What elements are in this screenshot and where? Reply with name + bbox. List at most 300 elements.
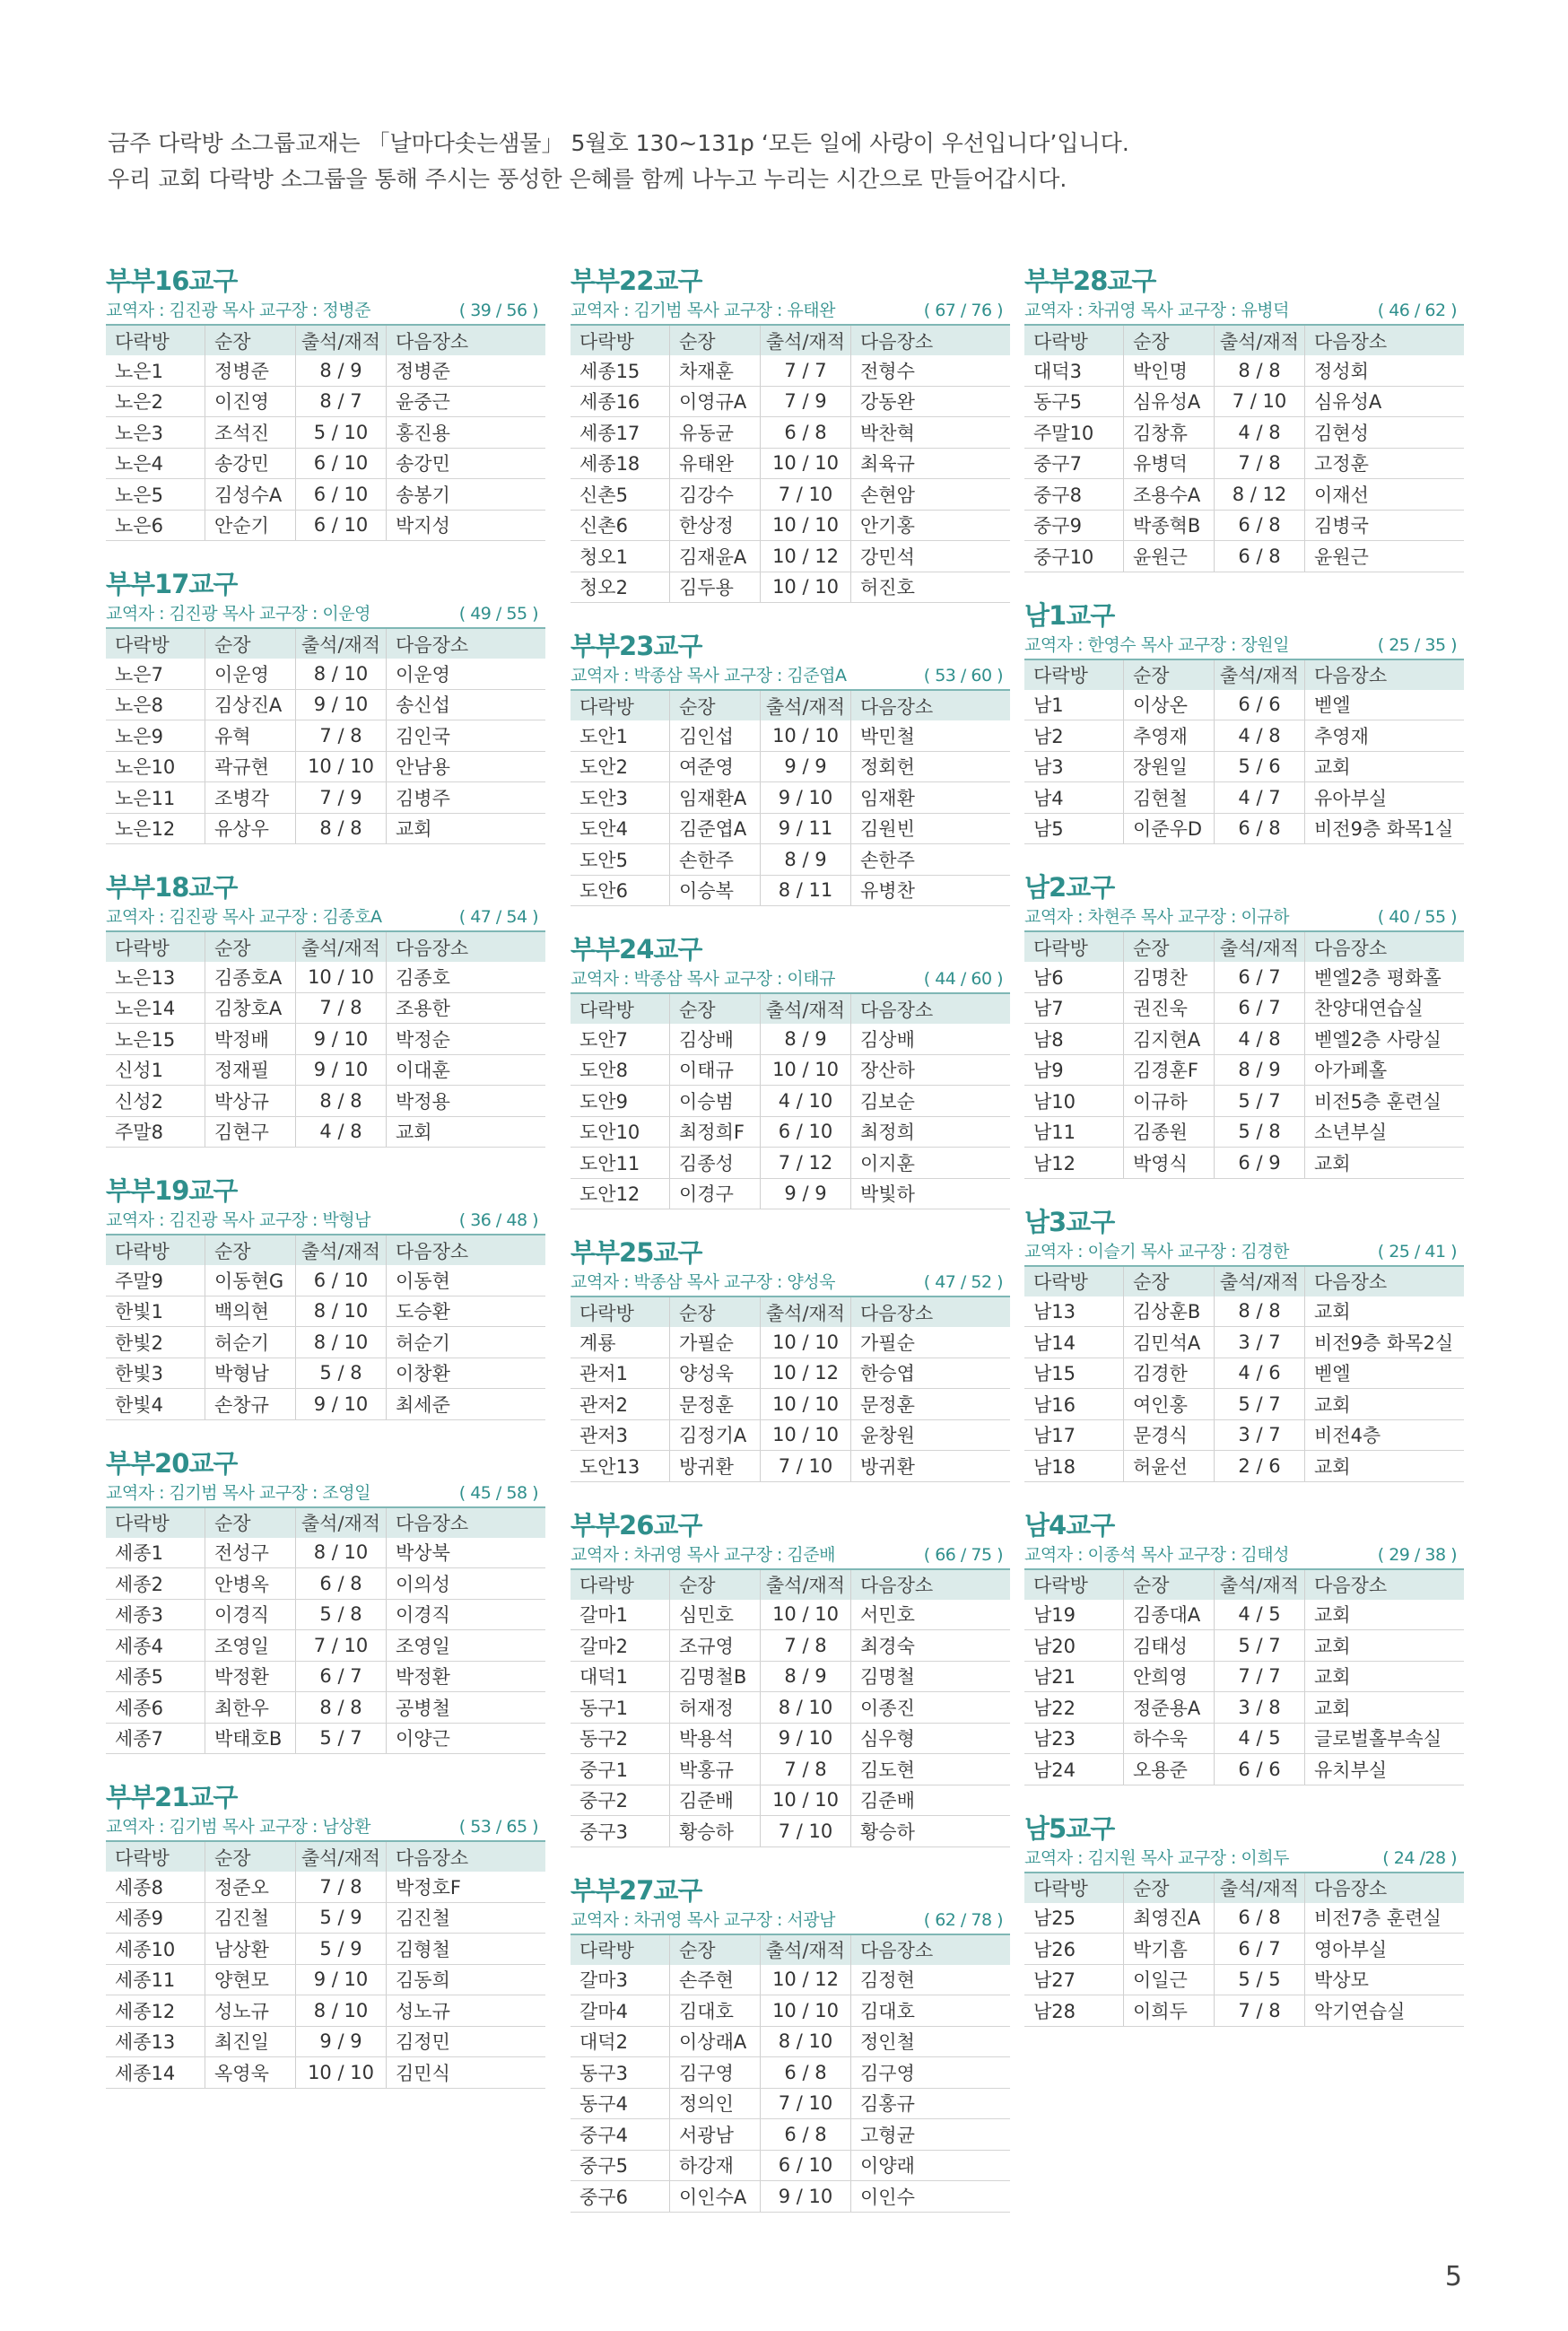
district-group: [571, 933, 1010, 1209]
district-info: [106, 1480, 545, 1506]
cell-darakbang: 남21: [1024, 1661, 1124, 1692]
cell-next-place: 김병국: [1305, 510, 1465, 541]
table-header-row: [571, 1934, 1010, 1965]
table-row: [106, 386, 545, 417]
table-row: [1024, 1054, 1464, 1086]
cell-attendance: 10 / 10: [761, 1995, 851, 2027]
cell-darakbang: 남24: [1024, 1754, 1124, 1785]
district-info: [571, 1541, 1010, 1568]
table-row: [106, 962, 545, 992]
cell-attendance: 8 / 8: [1215, 355, 1305, 386]
cell-attendance: 8 / 11: [761, 875, 851, 906]
cell-darakbang: 세종5: [106, 1661, 205, 1692]
cell-leader: 여준영: [670, 751, 761, 782]
cell-next-place: 교회: [1305, 1389, 1465, 1420]
cell-darakbang: 세종3: [106, 1599, 205, 1630]
cell-next-place: 강민석: [851, 541, 1011, 572]
table-row: [571, 355, 1010, 386]
cell-leader: 심유성A: [1124, 386, 1215, 417]
district-info: [1024, 632, 1464, 659]
cell-next-place: 전형수: [851, 355, 1011, 386]
cell-leader: 양성욱: [670, 1358, 761, 1389]
cell-darakbang: 노은2: [106, 386, 205, 417]
cell-leader: 안병옥: [205, 1568, 296, 1600]
cell-darakbang: 중구10: [1024, 541, 1124, 572]
cell-attendance: 8 / 8: [296, 813, 387, 844]
table-row: [571, 813, 1010, 844]
table-row: [1024, 1661, 1464, 1692]
table-row: [1024, 1754, 1464, 1785]
cell-darakbang: 남17: [1024, 1419, 1124, 1451]
district-table: [106, 930, 545, 1148]
column-header: 출석/재적: [761, 993, 851, 1024]
cell-attendance: 10 / 10: [761, 1785, 851, 1816]
table-header-row: [571, 1296, 1010, 1327]
district-table: [571, 992, 1010, 1209]
cell-next-place: 이창환: [387, 1358, 546, 1389]
cell-next-place: 임재환: [851, 782, 1011, 814]
cell-attendance: 4 / 5: [1215, 1723, 1305, 1754]
cell-darakbang: 중구4: [571, 2119, 670, 2151]
cell-leader: 김상배: [670, 1024, 761, 1054]
cell-darakbang: 세종1: [106, 1538, 205, 1568]
cell-attendance: 5 / 6: [1215, 751, 1305, 782]
table-row: [106, 2026, 545, 2057]
column-header: 다락방: [106, 931, 205, 962]
table-row: [571, 751, 1010, 782]
cell-next-place: 교회: [1305, 1148, 1465, 1179]
column-header: 다음장소: [860, 695, 934, 718]
table-row: [1024, 1358, 1464, 1389]
table-row: [106, 1599, 545, 1630]
cell-attendance: 5 / 9: [296, 1934, 387, 1965]
district-group: [106, 871, 545, 1148]
cell-darakbang: 신촌6: [571, 510, 670, 541]
table-row: [1024, 1903, 1464, 1934]
column-header: 출석/재적: [1215, 931, 1305, 962]
table-row: [571, 1816, 1010, 1847]
table-row: [571, 2026, 1010, 2057]
cell-leader: 최진일: [205, 2026, 296, 2057]
cell-leader: 이승복: [670, 875, 761, 906]
table-row: [106, 1995, 545, 2027]
table-row: [106, 720, 545, 752]
column-header: 다락방: [1024, 1873, 1124, 1903]
table-row: [571, 844, 1010, 876]
table-row: [106, 1692, 545, 1724]
district-leaders: 교역자 : 박종삼 목사 교구장 : 김준엽A: [571, 666, 847, 685]
cell-darakbang: 도안2: [571, 751, 670, 782]
column-header: 순장: [670, 1934, 761, 1965]
cell-leader: 김인섭: [670, 720, 761, 751]
cell-attendance: 7 / 8: [1215, 448, 1305, 479]
cell-leader: 박상규: [205, 1086, 296, 1117]
cell-leader: 하수욱: [1124, 1723, 1215, 1754]
cell-darakbang: 주말8: [106, 1116, 205, 1148]
cell-darakbang: 신성1: [106, 1054, 205, 1086]
cell-leader: 추영재: [1124, 720, 1215, 752]
cell-attendance: 6 / 8: [1215, 541, 1305, 572]
cell-next-place: 비전4층: [1305, 1419, 1465, 1451]
cell-darakbang: 노은12: [106, 813, 205, 844]
cell-next-place: 교회: [1305, 1451, 1465, 1482]
district-group: [1024, 1509, 1464, 1785]
cell-next-place: 김명철: [851, 1661, 1011, 1692]
cell-leader: 김정기A: [670, 1419, 761, 1451]
district-count: ( 24 /28 ): [1382, 1847, 1457, 1868]
district-count: ( 46 / 62 ): [1377, 301, 1457, 320]
table-row: [106, 417, 545, 449]
table-row: [571, 1630, 1010, 1662]
cell-attendance: 7 / 12: [761, 1148, 851, 1179]
cell-attendance: 3 / 8: [1215, 1692, 1305, 1724]
cell-leader: 박형남: [205, 1358, 296, 1389]
district-leaders: 교역자 : 김진광 목사 교구장 : 박형남: [106, 1210, 370, 1230]
cell-attendance: 10 / 12: [761, 1965, 851, 1995]
cell-next-place: 김준배: [851, 1785, 1011, 1816]
cell-leader: 이인수A: [670, 2181, 761, 2213]
column-header: 순장: [205, 931, 296, 962]
cell-leader: 한상정: [670, 510, 761, 541]
column-header: 다음장소: [396, 1846, 469, 1869]
cell-next-place: 서민호: [851, 1600, 1011, 1630]
table-row: [106, 355, 545, 386]
cell-darakbang: 노은10: [106, 751, 205, 782]
cell-next-place: 이운영: [387, 659, 546, 689]
cell-darakbang: 노은7: [106, 659, 205, 689]
column-header: 순장: [205, 325, 296, 355]
table-header-row: [571, 690, 1010, 720]
cell-leader: 곽규현: [205, 751, 296, 782]
cell-attendance: 6 / 7: [296, 1661, 387, 1692]
cell-leader: 박태호B: [205, 1723, 296, 1754]
district-table: [571, 1296, 1010, 1482]
district-info: [106, 1813, 545, 1840]
district-count: ( 39 / 56 ): [458, 301, 538, 320]
table-header-row: [106, 1841, 545, 1872]
cell-next-place: 박빛하: [851, 1178, 1011, 1209]
cell-darakbang: 중구3: [571, 1816, 670, 1847]
cell-leader: 임재환A: [670, 782, 761, 814]
cell-leader: 김현철: [1124, 782, 1215, 814]
table-row: [106, 689, 545, 720]
cell-leader: 이승범: [670, 1086, 761, 1117]
district-group: [106, 1447, 545, 1755]
cell-darakbang: 남20: [1024, 1630, 1124, 1662]
cell-next-place: 벧엘: [1305, 690, 1465, 720]
cell-next-place: 이종진: [851, 1692, 1011, 1724]
district-title: 부부22교구: [571, 266, 702, 296]
table-row: [571, 1965, 1010, 1995]
cell-next-place: 윤창원: [851, 1419, 1011, 1451]
cell-attendance: 6 / 10: [296, 510, 387, 541]
district-info: [571, 1269, 1010, 1296]
cell-next-place: 비전9층 화목2실: [1305, 1327, 1465, 1358]
cell-darakbang: 한빛2: [106, 1327, 205, 1358]
table-header-row: [106, 628, 545, 659]
cell-leader: 송강민: [205, 448, 296, 479]
cell-leader: 유혁: [205, 720, 296, 752]
cell-attendance: 10 / 10: [761, 1419, 851, 1451]
cell-darakbang: 노은8: [106, 689, 205, 720]
cell-attendance: 3 / 7: [1215, 1419, 1305, 1451]
column-3: [1024, 265, 1464, 2054]
cell-next-place: 조용한: [387, 992, 546, 1024]
cell-darakbang: 세종18: [571, 448, 670, 479]
district-group: [571, 1509, 1010, 1847]
cell-next-place: 교회: [1305, 1630, 1465, 1662]
district-count: ( 62 / 78 ): [923, 1909, 1003, 1930]
column-2: [571, 265, 1010, 2239]
cell-attendance: 7 / 8: [296, 992, 387, 1024]
cell-attendance: 8 / 12: [1215, 479, 1305, 511]
table-row: [571, 720, 1010, 751]
table-row: [571, 1358, 1010, 1389]
cell-attendance: 7 / 8: [296, 720, 387, 752]
cell-darakbang: 남1: [1024, 690, 1124, 720]
district-group: [571, 1236, 1010, 1482]
table-row: [571, 2150, 1010, 2181]
cell-next-place: 벧엘: [1305, 1358, 1465, 1389]
cell-next-place: 이의성: [387, 1568, 546, 1600]
cell-attendance: 8 / 8: [296, 1086, 387, 1117]
district-leaders: 교역자 : 김기범 목사 교구장 : 유태완: [571, 301, 835, 320]
cell-attendance: 6 / 8: [761, 2057, 851, 2089]
cell-darakbang: 남19: [1024, 1600, 1124, 1630]
cell-leader: 정준용A: [1124, 1692, 1215, 1724]
page-number: 5: [1444, 2261, 1462, 2292]
cell-attendance: 7 / 8: [1215, 1995, 1305, 2027]
cell-attendance: 6 / 6: [1215, 1754, 1305, 1785]
cell-next-place: 윤중근: [387, 386, 546, 417]
table-row: [1024, 1296, 1464, 1327]
district-leaders: 교역자 : 김지원 목사 교구장 : 이희두: [1024, 1847, 1289, 1868]
district-leaders: 교역자 : 박종삼 목사 교구장 : 양성욱: [571, 1272, 835, 1292]
cell-leader: 박인명: [1124, 355, 1215, 386]
table-row: [1024, 1934, 1464, 1965]
cell-darakbang: 도안3: [571, 782, 670, 814]
district-count: ( 25 / 35 ): [1377, 634, 1457, 655]
cell-leader: 안희영: [1124, 1661, 1215, 1692]
district-title: 남3교구: [1024, 1206, 1115, 1237]
district-title: 부부16교구: [106, 266, 238, 296]
cell-attendance: 9 / 10: [761, 2181, 851, 2213]
table-row: [571, 386, 1010, 417]
column-header: 다락방: [571, 993, 670, 1024]
cell-darakbang: 남10: [1024, 1086, 1124, 1117]
cell-leader: 옥영욱: [205, 2057, 296, 2089]
district-leaders: 교역자 : 김기범 목사 교구장 : 남상환: [106, 1817, 370, 1837]
column-header: 다음장소: [1314, 1575, 1388, 1596]
cell-next-place: 이대훈: [387, 1054, 546, 1086]
cell-darakbang: 도안9: [571, 1086, 670, 1117]
cell-attendance: 6 / 8: [761, 417, 851, 449]
cell-darakbang: 동구3: [571, 2057, 670, 2089]
table-row: [571, 875, 1010, 906]
cell-darakbang: 중구1: [571, 1754, 670, 1785]
cell-darakbang: 세종10: [106, 1934, 205, 1965]
table-row: [106, 1902, 545, 1934]
cell-darakbang: 남16: [1024, 1389, 1124, 1420]
cell-next-place: 김대호: [851, 1995, 1011, 2027]
district-count: ( 47 / 54 ): [458, 907, 538, 927]
cell-leader: 박영식: [1124, 1148, 1215, 1179]
cell-darakbang: 남6: [1024, 962, 1124, 992]
table-row: [1024, 1995, 1464, 2027]
cell-darakbang: 남23: [1024, 1723, 1124, 1754]
cell-darakbang: 세종9: [106, 1902, 205, 1934]
cell-leader: 손주현: [670, 1965, 761, 1995]
table-row: [106, 751, 545, 782]
column-header: 순장: [1124, 659, 1215, 690]
table-row: [571, 1327, 1010, 1358]
table-row: [1024, 782, 1464, 814]
cell-darakbang: 세종7: [106, 1723, 205, 1754]
district-info: [106, 1207, 545, 1234]
table-row: [1024, 417, 1464, 449]
table-row: [106, 1116, 545, 1148]
cell-attendance: 5 / 7: [1215, 1086, 1305, 1117]
table-row: [571, 572, 1010, 603]
cell-attendance: 4 / 10: [761, 1086, 851, 1117]
table-header-row: [1024, 931, 1464, 962]
district-leaders: 교역자 : 박종삼 목사 교구장 : 이태규: [571, 969, 835, 989]
cell-darakbang: 갈마3: [571, 1965, 670, 1995]
table-row: [571, 1995, 1010, 2027]
cell-darakbang: 중구5: [571, 2150, 670, 2181]
table-header-row: [571, 325, 1010, 355]
intro-line-2: 우리 교회 다락방 소그룹을 통해 주시는 풍성한 은혜를 함께 나누고 누리는 시간으로 만들어갑시다.: [108, 166, 1067, 192]
column-header: 다락방: [1024, 1569, 1124, 1600]
table-row: [1024, 386, 1464, 417]
table-row: [1024, 1327, 1464, 1358]
cell-darakbang: 갈마4: [571, 1995, 670, 2027]
cell-leader: 오용준: [1124, 1754, 1215, 1785]
table-row: [1024, 448, 1464, 479]
cell-darakbang: 관저2: [571, 1389, 670, 1420]
cell-next-place: 김정민: [387, 2026, 546, 2057]
table-row: [1024, 992, 1464, 1024]
column-header: 다음장소: [1314, 1878, 1388, 1899]
cell-next-place: 송봉기: [387, 479, 546, 511]
district-leaders: 교역자 : 차귀영 목사 교구장 : 유병덕: [1024, 301, 1289, 320]
table-row: [1024, 1116, 1464, 1148]
district-title: 부부17교구: [106, 569, 238, 599]
cell-leader: 조영일: [205, 1630, 296, 1662]
cell-next-place: 김형철: [387, 1934, 546, 1965]
cell-leader: 유상우: [205, 813, 296, 844]
cell-darakbang: 한빛3: [106, 1358, 205, 1389]
cell-attendance: 10 / 12: [761, 541, 851, 572]
district-info: [106, 600, 545, 627]
table-row: [106, 1538, 545, 1568]
cell-attendance: 6 / 7: [1215, 1934, 1305, 1965]
cell-leader: 이경직: [205, 1599, 296, 1630]
column-header: 다음장소: [396, 633, 469, 656]
cell-darakbang: 도안12: [571, 1178, 670, 1209]
cell-darakbang: 신성2: [106, 1086, 205, 1117]
cell-attendance: 10 / 10: [761, 720, 851, 751]
cell-leader: 조규영: [670, 1630, 761, 1662]
cell-next-place: 문정훈: [851, 1389, 1011, 1420]
cell-leader: 허재정: [670, 1692, 761, 1724]
district-group: [1024, 599, 1464, 845]
table-row: [571, 2181, 1010, 2213]
district-count: ( 36 / 48 ): [458, 1210, 538, 1230]
table-row: [1024, 1630, 1464, 1662]
table-row: [1024, 962, 1464, 992]
cell-next-place: 박정용: [387, 1086, 546, 1117]
district-count: ( 67 / 76 ): [923, 301, 1003, 320]
table-row: [1024, 355, 1464, 386]
column-header: 출석/재적: [296, 1841, 387, 1872]
column-header: 출석/재적: [296, 931, 387, 962]
cell-next-place: 손한주: [851, 844, 1011, 876]
column-header: 순장: [670, 690, 761, 720]
column-header: 출석/재적: [1215, 1569, 1305, 1600]
cell-attendance: 5 / 5: [1215, 1964, 1305, 1995]
cell-leader: 이일근: [1124, 1964, 1215, 1995]
cell-darakbang: 남28: [1024, 1995, 1124, 2027]
column-header: 다락방: [571, 1569, 670, 1600]
column-header: 다음장소: [1314, 937, 1388, 959]
column-header: 다음장소: [1314, 665, 1388, 686]
cell-darakbang: 청오1: [571, 541, 670, 572]
table-row: [106, 1054, 545, 1086]
cell-attendance: 10 / 10: [761, 1600, 851, 1630]
column-header: 다락방: [106, 325, 205, 355]
district-leaders: 교역자 : 한영수 목사 교구장 : 장원일: [1024, 634, 1289, 655]
cell-leader: 박홍규: [670, 1754, 761, 1785]
table-row: [571, 2088, 1010, 2119]
cell-attendance: 2 / 6: [1215, 1451, 1305, 1482]
cell-leader: 김구영: [670, 2057, 761, 2089]
cell-darakbang: 노은1: [106, 355, 205, 386]
column-header: 다음장소: [860, 1302, 934, 1324]
cell-darakbang: 주말9: [106, 1265, 205, 1296]
cell-darakbang: 도안4: [571, 813, 670, 844]
cell-leader: 정준오: [205, 1872, 296, 1902]
district-table: [106, 1506, 545, 1755]
cell-next-place: 정성회: [1305, 355, 1465, 386]
table-row: [106, 510, 545, 541]
cell-attendance: 8 / 10: [296, 1995, 387, 2027]
cell-leader: 정병준: [205, 355, 296, 386]
table-row: [106, 1934, 545, 1965]
cell-leader: 이동현G: [205, 1265, 296, 1296]
cell-next-place: 한승엽: [851, 1358, 1011, 1389]
cell-next-place: 이양근: [387, 1723, 546, 1754]
cell-next-place: 김상배: [851, 1024, 1011, 1054]
table-row: [1024, 751, 1464, 782]
district-info: [1024, 297, 1464, 324]
cell-attendance: 8 / 9: [761, 1024, 851, 1054]
cell-attendance: 4 / 7: [1215, 782, 1305, 814]
district-group: [106, 1781, 545, 2089]
cell-leader: 박용석: [670, 1723, 761, 1754]
cell-leader: 조병각: [205, 782, 296, 814]
column-header: 출석/재적: [296, 628, 387, 659]
cell-leader: 이경구: [670, 1178, 761, 1209]
cell-leader: 김종대A: [1124, 1600, 1215, 1630]
column-header: 다락방: [571, 1296, 670, 1327]
column-header: 순장: [670, 325, 761, 355]
cell-darakbang: 남13: [1024, 1296, 1124, 1327]
cell-attendance: 4 / 8: [1215, 1024, 1305, 1055]
cell-leader: 박정배: [205, 1024, 296, 1055]
cell-next-place: 유병찬: [851, 875, 1011, 906]
column-header: 출석/재적: [761, 690, 851, 720]
